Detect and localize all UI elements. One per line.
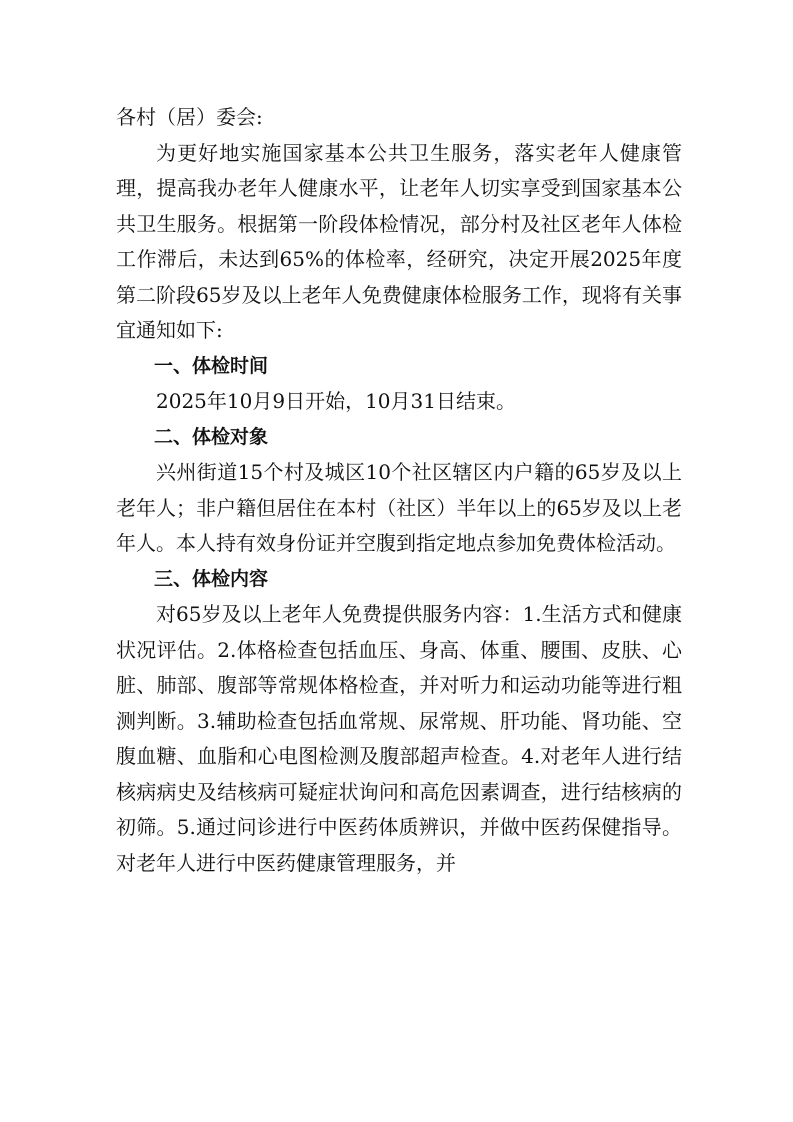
intro-paragraph: 为更好地实施国家基本公共卫生服务，落实老年人健康管理，提高我办老年人健康水平，让老年人切实享受到国家基本公共卫生服务。根据第一阶段体检情况，部分村及社区老年人体检工作滞后，未达到65%的体检率，经研究，决定开展2025年度第二阶段65岁及以上老年人免费健康体检服务工作，现将有关事宜通知如下: xyxy=(116,140,682,342)
section-heading-exam-time: 一、体检时间 xyxy=(154,354,269,377)
section-heading-exam-target: 二、体检对象 xyxy=(154,425,269,448)
section-body-exam-target: 兴州街道15个村及城区10个社区辖区内户籍的65岁及以上老年人；非户籍但居住在本村（社区）半年以上的65岁及以上老年人。本人持有效身份证并空腹到指定地点参加免费体检活动。 xyxy=(116,460,682,555)
section-body-exam-content: 对65岁及以上老年人免费提供服务内容：1.生活方式和健康状况评估。2.体格检查包括血压、身高、体重、腰围、皮肤、心脏、肺部、腹部等常规体格检查，并对听力和运动功能等进行粗测判断。3.辅助检查包括血常规、尿常规、肝功能、肾功能、空腹血糖、血脂和心电图检测及腹部超声检查。4.对老年人进行结核病病史及结核病可疑症状询问和高危因素调查，进行结核病的初筛。5.通过问诊进行中医药体质辨识，并做中医药保健指导。对老年人进行中医药健康管理服务，并 xyxy=(116,602,682,875)
document-body xyxy=(116,100,682,881)
section-body-exam-time: 2025年10月9日开始，10月31日结束。 xyxy=(156,389,516,413)
section-heading-exam-content: 三、体检内容 xyxy=(154,567,269,590)
salutation: 各村（居）委会: xyxy=(116,105,263,129)
